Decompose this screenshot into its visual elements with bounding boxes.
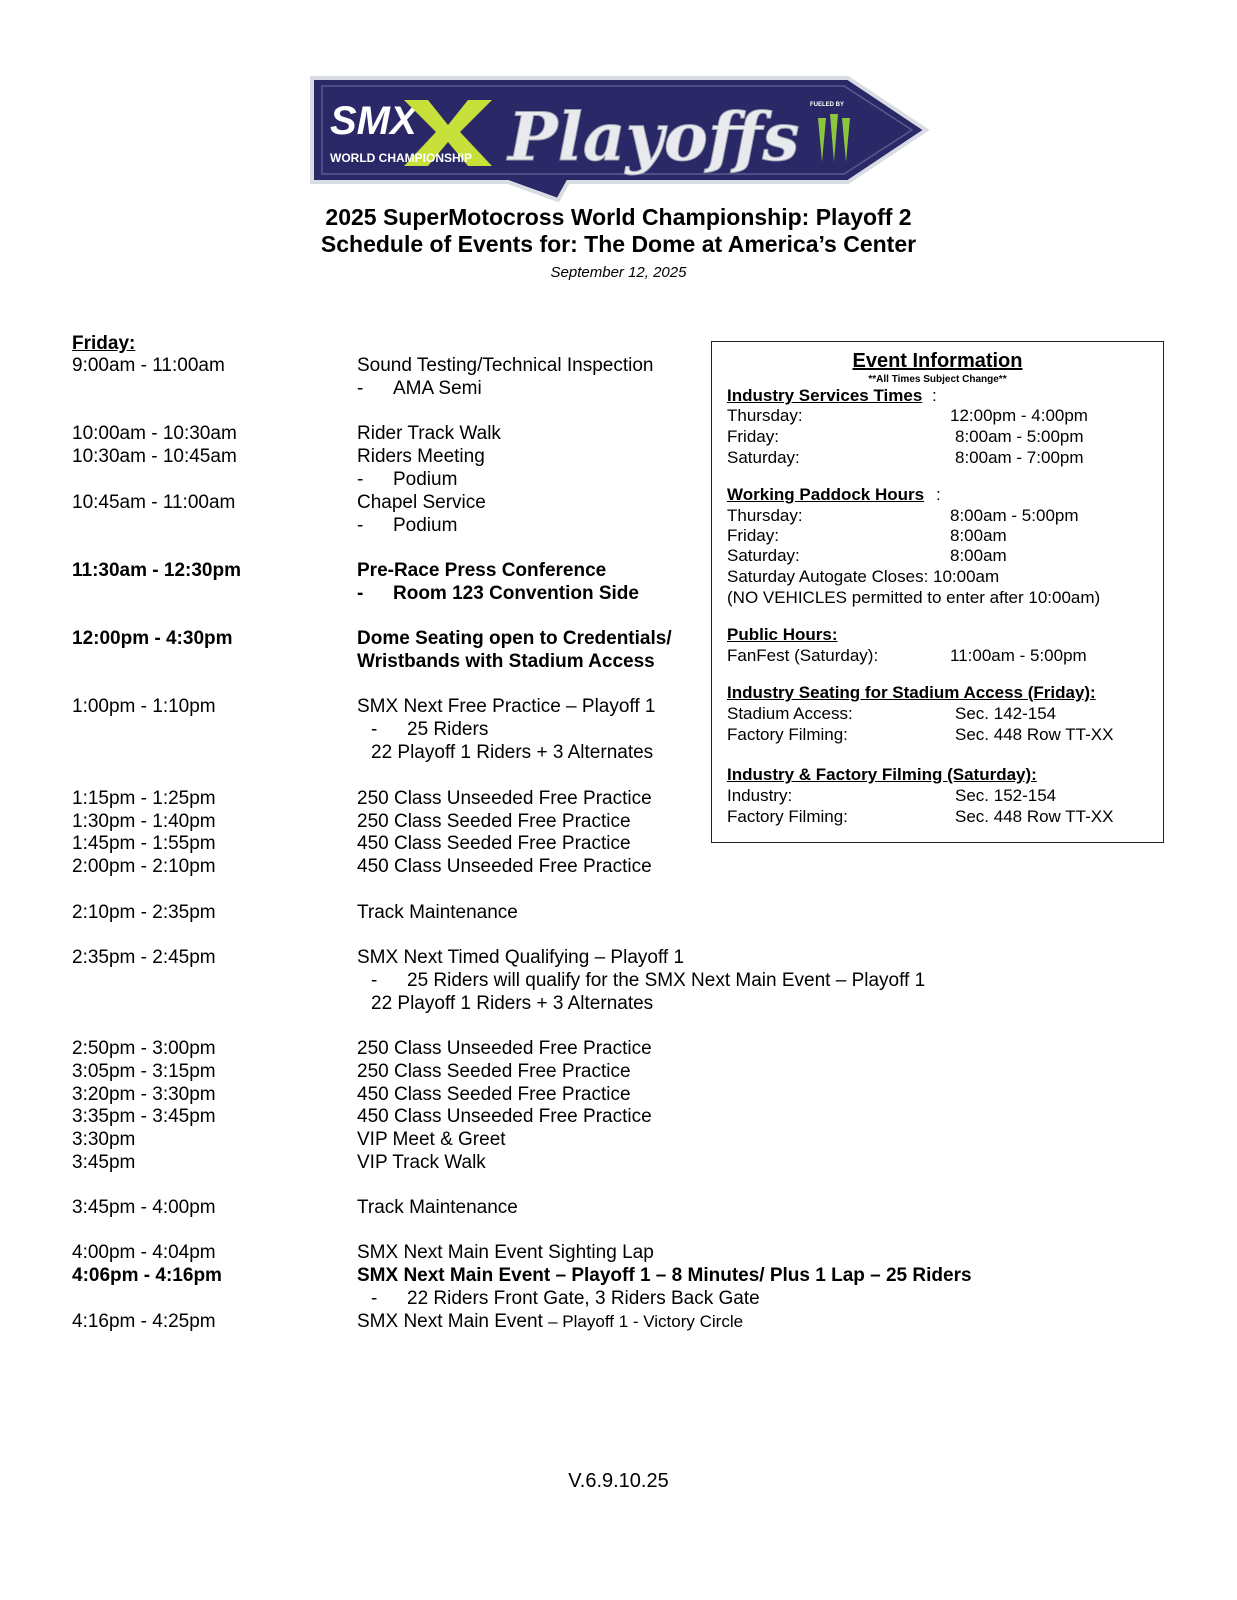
info-value: 12:00pm - 4:00pm <box>950 406 1088 425</box>
schedule-time: 9:00am - 11:00am <box>72 355 225 376</box>
schedule-time: 2:50pm - 3:00pm <box>72 1038 216 1059</box>
logo-fueled-by: FUELED BY <box>810 102 845 108</box>
schedule-subitem: - 25 Riders will qualify for the SMX Next Main Event – Playoff 1 <box>371 970 926 991</box>
schedule-time: 2:00pm - 2:10pm <box>72 856 216 877</box>
schedule-note: 22 Playoff 1 Riders + 3 Alternates <box>371 993 654 1014</box>
schedule-event: Track Maintenance <box>357 1197 518 1218</box>
schedule-time: 4:06pm - 4:16pm <box>72 1265 222 1286</box>
schedule-time: 1:45pm - 1:55pm <box>72 833 216 854</box>
info-value: 8:00am <box>950 546 1007 565</box>
info-value: Sec. 152-154 <box>955 786 1057 805</box>
schedule-event: SMX Next Free Practice – Playoff 1 <box>357 696 656 717</box>
industry-factory-heading: Industry & Factory Filming (Saturday): <box>727 765 1037 784</box>
info-value: Sec. 142-154 <box>955 704 1057 723</box>
info-label: Industry: <box>727 786 793 805</box>
schedule-time: 3:35pm - 3:45pm <box>72 1106 216 1127</box>
schedule-event: 450 Class Seeded Free Practice <box>357 1084 631 1105</box>
schedule-event-continued: Wristbands with Stadium Access <box>357 651 655 672</box>
schedule-subitem: - AMA Semi <box>357 378 482 399</box>
schedule-event: Pre-Race Press Conference <box>357 560 607 581</box>
schedule-time: 3:05pm - 3:15pm <box>72 1061 216 1082</box>
info-label: Friday: <box>727 526 779 545</box>
schedule-event: 450 Class Unseeded Free Practice <box>357 1106 652 1127</box>
schedule-time: 1:00pm - 1:10pm <box>72 696 216 717</box>
event-info-title: Event Information <box>852 350 1023 372</box>
info-value: 8:00am - 5:00pm <box>950 506 1079 525</box>
schedule-event: SMX Next Main Event Sighting Lap <box>357 1242 654 1263</box>
schedule-subitem: - Room 123 Convention Side <box>357 583 639 604</box>
public-hours-heading: Public Hours: <box>727 625 838 644</box>
logo-playoffs: Playoffs <box>508 98 800 176</box>
schedule-subitem: - Podium <box>357 469 458 490</box>
working-paddock-heading: Working Paddock Hours <box>727 485 925 504</box>
schedule-event: VIP Track Walk <box>357 1152 486 1173</box>
info-label: Saturday: <box>727 546 800 565</box>
schedule-time: 10:45am - 11:00am <box>72 492 236 513</box>
schedule-event: 250 Class Unseeded Free Practice <box>357 1038 652 1059</box>
info-value: 8:00am - 5:00pm <box>955 427 1084 446</box>
document-title-line1: 2025 SuperMotocross World Championship: Playoff 2 <box>325 204 912 230</box>
schedule-event: SMX Next Timed Qualifying – Playoff 1 <box>357 947 685 968</box>
info-value: Sec. 448 Row TT-XX <box>955 807 1114 826</box>
schedule-event: 450 Class Seeded Free Practice <box>357 833 631 854</box>
schedule-time: 2:10pm - 2:35pm <box>72 902 216 923</box>
schedule-time: 3:20pm - 3:30pm <box>72 1084 216 1105</box>
schedule-time: 1:30pm - 1:40pm <box>72 811 216 832</box>
document-date: September 12, 2025 <box>550 264 687 281</box>
schedule-time: 3:45pm <box>72 1152 136 1173</box>
schedule-event: Dome Seating open to Credentials/ <box>357 628 672 649</box>
schedule-time: 10:00am - 10:30am <box>72 423 237 444</box>
document-title-line2: Schedule of Events for: The Dome at America’s Center <box>320 231 917 257</box>
schedule-time: 4:16pm - 4:25pm <box>72 1311 216 1332</box>
schedule-time: 3:30pm <box>72 1129 136 1150</box>
working-paddock-colon: : <box>936 485 941 504</box>
smx-playoffs-logo <box>308 70 933 205</box>
industry-seating-heading: Industry Seating for Stadium Access (Friday): <box>727 683 1096 702</box>
schedule-event: Rider Track Walk <box>357 423 501 444</box>
schedule-subitem: - 22 Riders Front Gate, 3 Riders Back Gate <box>371 1288 760 1309</box>
schedule-time: 4:00pm - 4:04pm <box>72 1242 216 1263</box>
schedule-time: 10:30am - 10:45am <box>72 446 237 467</box>
autogate-note: Saturday Autogate Closes: 10:00am <box>727 567 1000 586</box>
schedule-time: 2:35pm - 2:45pm <box>72 947 216 968</box>
info-value: 8:00am <box>950 526 1007 545</box>
info-label: Factory Filming: <box>727 807 848 826</box>
event-info-note: **All Times Subject Change** <box>868 374 1007 385</box>
schedule-subitem: - 25 Riders <box>371 719 489 740</box>
info-value: 8:00am - 7:00pm <box>955 448 1084 467</box>
schedule-event: 250 Class Seeded Free Practice <box>357 811 631 832</box>
schedule-time: 12:00pm - 4:30pm <box>72 628 233 649</box>
no-vehicles-note: (NO VEHICLES permitted to enter after 10:00am) <box>727 588 1101 607</box>
schedule-day: Friday: <box>72 333 136 354</box>
info-value: 11:00am - 5:00pm <box>950 646 1087 665</box>
schedule-event: Riders Meeting <box>357 446 485 467</box>
info-label: Thursday: <box>727 506 803 525</box>
schedule-event: 250 Class Unseeded Free Practice <box>357 788 652 809</box>
info-label: Stadium Access: <box>727 704 853 723</box>
schedule-event: 450 Class Unseeded Free Practice <box>357 856 652 877</box>
info-label: FanFest (Saturday): <box>727 646 879 665</box>
info-label: Saturday: <box>727 448 800 467</box>
schedule-event: 250 Class Seeded Free Practice <box>357 1061 631 1082</box>
schedule-event: VIP Meet & Greet <box>357 1129 506 1150</box>
schedule-time: 1:15pm - 1:25pm <box>72 788 216 809</box>
industry-services-colon: : <box>932 386 937 405</box>
info-label: Factory Filming: <box>727 725 848 744</box>
info-value: Sec. 448 Row TT-XX <box>955 725 1114 744</box>
info-label: Thursday: <box>727 406 803 425</box>
industry-services-heading: Industry Services Times <box>727 386 923 405</box>
schedule-time: 11:30am - 12:30pm <box>72 560 241 581</box>
version-label: V.6.9.10.25 <box>568 1470 669 1492</box>
schedule-event: Chapel Service <box>357 492 486 513</box>
info-label: Friday: <box>727 427 779 446</box>
schedule-subitem: - Podium <box>357 515 458 536</box>
schedule-time: 3:45pm - 4:00pm <box>72 1197 216 1218</box>
schedule-note: 22 Playoff 1 Riders + 3 Alternates <box>371 742 654 763</box>
logo-world-championship: WORLD CHAMPIONSHIP <box>330 151 472 165</box>
schedule-event: Sound Testing/Technical Inspection <box>357 355 654 376</box>
logo-smx: SMX <box>330 99 417 143</box>
schedule-event: SMX Next Main Event – Playoff 1 – 8 Minutes/ Plus 1 Lap – 25 Riders <box>357 1265 972 1286</box>
schedule-event: SMX Next Main Event – Playoff 1 - Victory Circle <box>357 1311 744 1332</box>
schedule-event: Track Maintenance <box>357 902 518 923</box>
